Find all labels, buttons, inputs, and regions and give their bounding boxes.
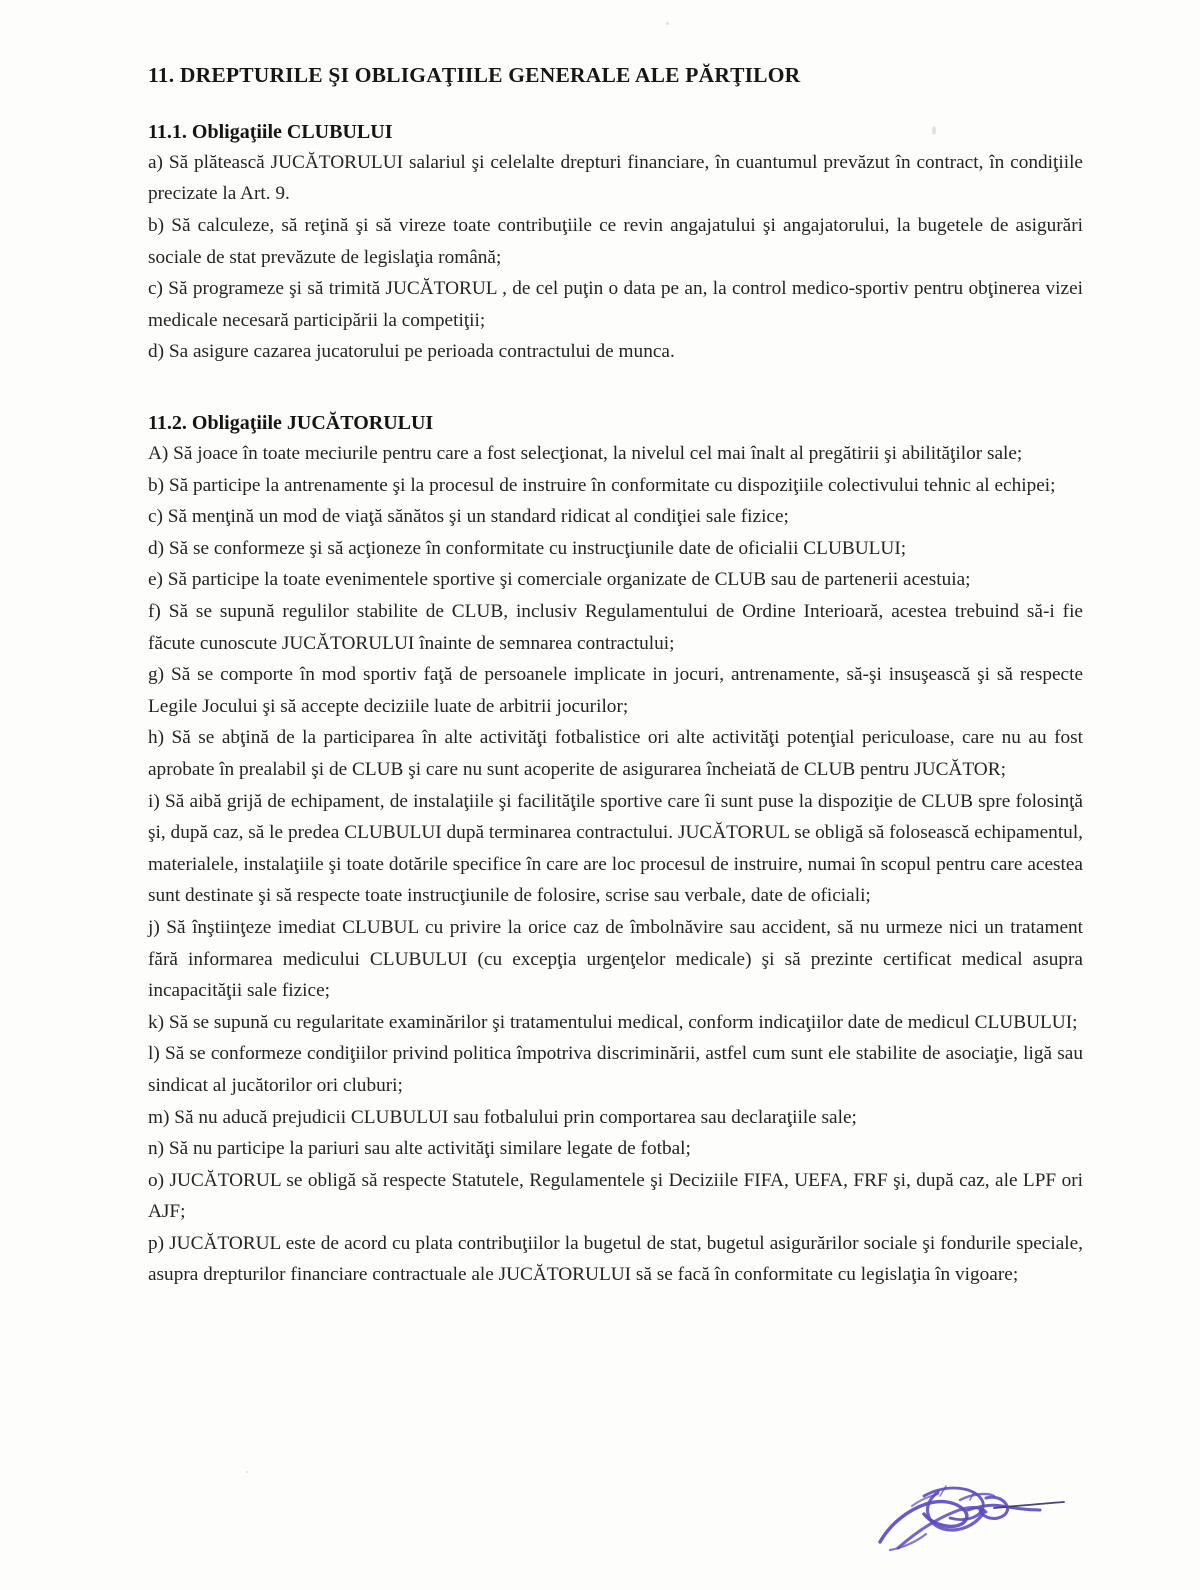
clause-i: i) Să aibă grijă de echipament, de instalaţiile şi facilităţile sportive care îi sunt puse la dispoziţie de CLUB spre folosinţă şi, după caz, să le predea CLUBULUI după terminarea contractului. JUCĂTORUL se obligă să folosească echipamentul, materialele, instalaţiile şi toate dotările specifice în care are loc procesul de instruire, numai în scopul pentru care acestea sunt destinate şi să respecte toate instrucţiunile de folosire, scrise sau verbale, date de oficiali;	[148, 790, 1083, 907]
scan-speck	[666, 22, 669, 25]
clause-h: h) Să se abţină de la participarea în alte activităţi fotbalistice ori alte activităţi potenţial periculoase, care nu au fost aprobate în prealabil şi de CLUB şi care nu sunt acoperite de asigurarea încheiată de CLUB pentru JUCĂTOR;	[148, 727, 1083, 780]
clause-b: b) Să participe la antrenamente şi la procesul de instruire în conformitate cu dispoziţiile colectivului tehnic al echipei;	[148, 474, 1056, 496]
clause-d: d) Sa asigure cazarea jucatorului pe perioada contractului de munca.	[148, 341, 675, 363]
section-11-2	[148, 410, 1083, 1291]
clause-p: p) JUCĂTORUL este de acord cu plata contribuţiilor la bugetul de stat, bugetul asigurărilor sociale şi fondurile speciale, asupra drepturilor financiare contractuale ale JUCĂTORULUI să se facă în conformitate cu legislaţia în vigoare;	[148, 1232, 1083, 1286]
scan-speck	[246, 1471, 248, 1473]
clause-g: g) Să se comporte în mod sportiv faţă de persoanele implicate in jocuri, antrenamente, să-şi insuşească şi să respecte Legile Jocului şi să accepte deciziile luate de arbitrii jocurilor;	[148, 664, 1083, 717]
page-title: 11. DREPTURILE ŞI OBLIGAŢIILE GENERALE ALE PĂRŢILOR	[148, 63, 801, 87]
section-11-1	[148, 119, 1083, 368]
section-11-1-body	[148, 147, 1083, 368]
clause-j: j) Să înştiinţeze imediat CLUBUL cu privire la orice caz de îmbolnăvire sau accident, să nu urmeze nici un tratament fără informarea medicului CLUBULUI (cu excepţia urgenţelor medicale) şi să prezinte certificat medical asupra incapacităţii sale fizice;	[148, 916, 1083, 1002]
clause-o: o) JUCĂTORUL se obligă să respecte Statutele, Regulamentele şi Deciziile FIFA, UEFA, FRF şi, după caz, ale LPF ori AJF;	[148, 1169, 1083, 1223]
clause-n: n) Să nu participe la pariuri sau alte activităţi similare legate de fotbal;	[148, 1138, 691, 1160]
clause-f: f) Să se supună regulilor stabilite de CLUB, inclusiv Regulamentului de Ordine Interioară, acestea trebuind să-i fie făcute cunoscute JUCĂTORULUI înainte de semnarea contractului;	[148, 601, 1083, 654]
section-spacer	[148, 368, 1083, 410]
clause-e: e) Să participe la toate evenimentele sportive şi comerciale organizate de CLUB sau de partenerii acestuia;	[148, 569, 971, 591]
clause-b: b) Să calculeze, să reţină şi să vireze toate contribuţiile ce revin angajatului şi angajatorului, la bugetele de asigurări sociale de stat prevăzute de legislaţia română;	[148, 215, 1083, 268]
document-content	[148, 62, 1083, 1291]
section-11-1-heading: 11.1. Obligaţiile CLUBULUI	[148, 120, 393, 143]
clause-m: m) Să nu aducă prejudicii CLUBULUI sau fotbalului prin comportarea sau declaraţiile sale;	[148, 1106, 857, 1128]
clause-l: l) Să se conformeze condiţiilor privind politica împotriva discriminării, astfel cum sunt ele stabilite de asociaţie, ligă sau sindicat al jucătorilor ori cluburi;	[148, 1043, 1083, 1096]
clause-c: c) Să programeze şi să trimită JUCĂTORUL , de cel puţin o data pe an, la control medico-sportiv pentru obţinerea vizei medicale necesară participării la competiţii;	[148, 278, 1083, 331]
clause-k: k) Să se supună cu regularitate examinărilor şi tratamentului medical, conform indicaţiilor date de medicul CLUBULUI;	[148, 1011, 1078, 1033]
clause-a: a) Să plătească JUCĂTORULUI salariul şi celelalte drepturi financiare, în cuantumul prevăzut în contract, în condiţiile precizate la Art. 9.	[148, 151, 1083, 205]
clause-d: d) Să se conformeze şi să acţioneze în conformitate cu instrucţiunile date de oficialii CLUBULUI;	[148, 537, 907, 559]
section-11-2-heading: 11.2. Obligaţiile JUCĂTORULUI	[148, 412, 434, 435]
clause-A: A) Să joace în toate meciurile pentru care a fost selecţionat, la nivelul cel mai înalt al pregătirii şi abilităţilor sale;	[148, 443, 1023, 465]
clause-c: c) Să menţină un mod de viaţă sănătos şi un standard ridicat al condiţiei sale fizice;	[148, 506, 789, 528]
signature	[868, 1448, 1098, 1568]
section-11-2-body	[148, 438, 1083, 1291]
